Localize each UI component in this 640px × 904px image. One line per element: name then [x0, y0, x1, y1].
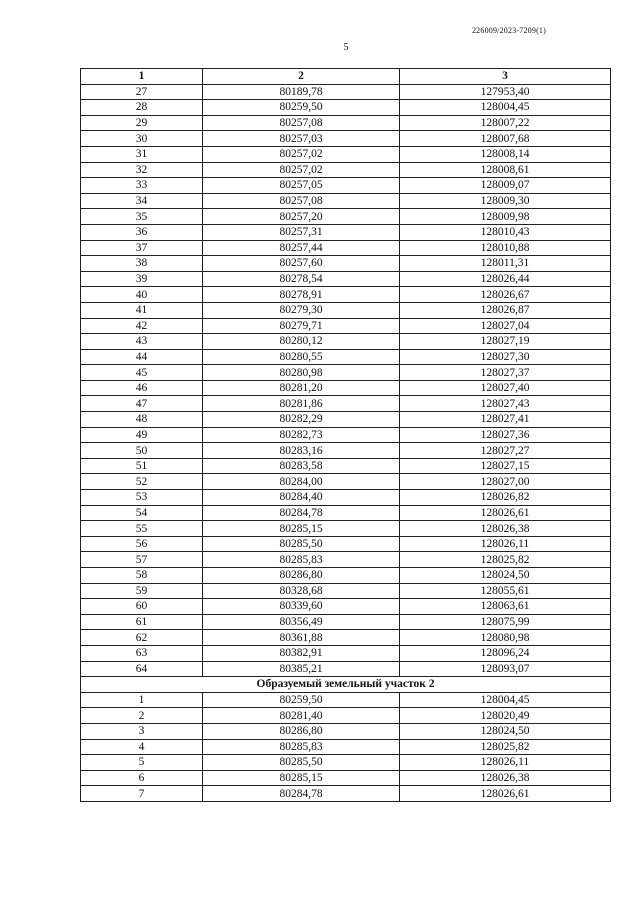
- x-coordinate-cell: 80382,91: [203, 645, 400, 661]
- x-coordinate-cell: 80257,08: [203, 115, 400, 131]
- column-header: 3: [400, 69, 611, 85]
- x-coordinate-cell: 80257,31: [203, 224, 400, 240]
- point-number-cell: 59: [81, 583, 203, 599]
- y-coordinate-cell: 128026,38: [400, 770, 611, 786]
- y-coordinate-cell: 128008,14: [400, 146, 611, 162]
- y-coordinate-cell: 128027,41: [400, 412, 611, 428]
- x-coordinate-cell: 80257,05: [203, 178, 400, 194]
- y-coordinate-cell: 128007,22: [400, 115, 611, 131]
- x-coordinate-cell: 80280,98: [203, 365, 400, 381]
- y-coordinate-cell: 128024,50: [400, 568, 611, 584]
- table-row: [81, 131, 611, 147]
- point-number-cell: 37: [81, 240, 203, 256]
- x-coordinate-cell: 80279,71: [203, 318, 400, 334]
- x-coordinate-cell: 80280,55: [203, 349, 400, 365]
- table-row: [81, 396, 611, 412]
- x-coordinate-cell: 80281,40: [203, 708, 400, 724]
- point-number-cell: 29: [81, 115, 203, 131]
- table-row: [81, 490, 611, 506]
- y-coordinate-cell: 128009,98: [400, 209, 611, 225]
- table-row: [81, 412, 611, 428]
- table-row: [81, 178, 611, 194]
- y-coordinate-cell: 128026,61: [400, 505, 611, 521]
- y-coordinate-cell: 128027,43: [400, 396, 611, 412]
- y-coordinate-cell: 128027,37: [400, 365, 611, 381]
- x-coordinate-cell: 80257,60: [203, 256, 400, 272]
- table-row: [81, 100, 611, 116]
- column-header: 1: [81, 69, 203, 85]
- table-row: [81, 458, 611, 474]
- y-coordinate-cell: 128011,31: [400, 256, 611, 272]
- table-row: [81, 193, 611, 209]
- point-number-cell: 35: [81, 209, 203, 225]
- table-row: [81, 302, 611, 318]
- x-coordinate-cell: 80284,78: [203, 786, 400, 802]
- point-number-cell: 4: [81, 739, 203, 755]
- point-number-cell: 49: [81, 427, 203, 443]
- y-coordinate-cell: 128024,50: [400, 723, 611, 739]
- x-coordinate-cell: 80282,29: [203, 412, 400, 428]
- x-coordinate-cell: 80283,16: [203, 443, 400, 459]
- point-number-cell: 2: [81, 708, 203, 724]
- y-coordinate-cell: 128075,99: [400, 614, 611, 630]
- point-number-cell: 55: [81, 521, 203, 537]
- table-row: [81, 599, 611, 615]
- point-number-cell: 60: [81, 599, 203, 615]
- x-coordinate-cell: 80257,08: [203, 193, 400, 209]
- y-coordinate-cell: 128093,07: [400, 661, 611, 677]
- x-coordinate-cell: 80285,50: [203, 755, 400, 771]
- table-row: [81, 427, 611, 443]
- point-number-cell: 33: [81, 178, 203, 194]
- x-coordinate-cell: 80281,20: [203, 380, 400, 396]
- x-coordinate-cell: 80281,86: [203, 396, 400, 412]
- y-coordinate-cell: 128027,15: [400, 458, 611, 474]
- x-coordinate-cell: 80286,80: [203, 723, 400, 739]
- y-coordinate-cell: 128027,04: [400, 318, 611, 334]
- table-row: [81, 84, 611, 100]
- point-number-cell: 39: [81, 271, 203, 287]
- point-number-cell: 6: [81, 770, 203, 786]
- x-coordinate-cell: 80282,73: [203, 427, 400, 443]
- table-row: [81, 443, 611, 459]
- x-coordinate-cell: 80189,78: [203, 84, 400, 100]
- point-number-cell: 58: [81, 568, 203, 584]
- table-row: [81, 209, 611, 225]
- x-coordinate-cell: 80284,40: [203, 490, 400, 506]
- table-row: [81, 739, 611, 755]
- x-coordinate-cell: 80285,15: [203, 521, 400, 537]
- table-row: [81, 583, 611, 599]
- point-number-cell: 7: [81, 786, 203, 802]
- table-row: [81, 568, 611, 584]
- x-coordinate-cell: 80278,91: [203, 287, 400, 303]
- point-number-cell: 3: [81, 723, 203, 739]
- point-number-cell: 56: [81, 536, 203, 552]
- point-number-cell: 46: [81, 380, 203, 396]
- table-row: [81, 614, 611, 630]
- table-row: [81, 645, 611, 661]
- table-row: [81, 552, 611, 568]
- y-coordinate-cell: 128026,61: [400, 786, 611, 802]
- point-number-cell: 57: [81, 552, 203, 568]
- x-coordinate-cell: 80356,49: [203, 614, 400, 630]
- point-number-cell: 62: [81, 630, 203, 646]
- point-number-cell: 42: [81, 318, 203, 334]
- y-coordinate-cell: 128026,87: [400, 302, 611, 318]
- y-coordinate-cell: 128026,11: [400, 536, 611, 552]
- table-row: [81, 770, 611, 786]
- x-coordinate-cell: 80257,44: [203, 240, 400, 256]
- x-coordinate-cell: 80280,12: [203, 334, 400, 350]
- y-coordinate-cell: 128027,40: [400, 380, 611, 396]
- point-number-cell: 38: [81, 256, 203, 272]
- point-number-cell: 31: [81, 146, 203, 162]
- y-coordinate-cell: 128025,82: [400, 739, 611, 755]
- column-header: 2: [203, 69, 400, 85]
- point-number-cell: 53: [81, 490, 203, 506]
- table-row: [81, 474, 611, 490]
- x-coordinate-cell: 80361,88: [203, 630, 400, 646]
- x-coordinate-cell: 80285,50: [203, 536, 400, 552]
- y-coordinate-cell: 128025,82: [400, 552, 611, 568]
- point-number-cell: 32: [81, 162, 203, 178]
- table-row: [81, 380, 611, 396]
- page-number: 5: [343, 42, 349, 53]
- table-body: [81, 84, 611, 801]
- point-number-cell: 54: [81, 505, 203, 521]
- y-coordinate-cell: 128010,88: [400, 240, 611, 256]
- point-number-cell: 36: [81, 224, 203, 240]
- point-number-cell: 61: [81, 614, 203, 630]
- table-row: [81, 271, 611, 287]
- y-coordinate-cell: 127953,40: [400, 84, 611, 100]
- y-coordinate-cell: 128055,61: [400, 583, 611, 599]
- point-number-cell: 40: [81, 287, 203, 303]
- y-coordinate-cell: 128004,45: [400, 692, 611, 708]
- section-header-row: [81, 677, 611, 693]
- table-row: [81, 318, 611, 334]
- point-number-cell: 52: [81, 474, 203, 490]
- table-row: [81, 146, 611, 162]
- x-coordinate-cell: 80285,15: [203, 770, 400, 786]
- table-row: [81, 240, 611, 256]
- x-coordinate-cell: 80339,60: [203, 599, 400, 615]
- table-row: [81, 723, 611, 739]
- y-coordinate-cell: 128027,36: [400, 427, 611, 443]
- table-row: [81, 224, 611, 240]
- x-coordinate-cell: 80328,68: [203, 583, 400, 599]
- point-number-cell: 64: [81, 661, 203, 677]
- table-row: [81, 786, 611, 802]
- table-row: [81, 630, 611, 646]
- x-coordinate-cell: 80286,80: [203, 568, 400, 584]
- y-coordinate-cell: 128026,67: [400, 287, 611, 303]
- y-coordinate-cell: 128007,68: [400, 131, 611, 147]
- y-coordinate-cell: 128027,00: [400, 474, 611, 490]
- point-number-cell: 63: [81, 645, 203, 661]
- x-coordinate-cell: 80257,02: [203, 146, 400, 162]
- x-coordinate-cell: 80385,21: [203, 661, 400, 677]
- table-header-row: [81, 69, 611, 85]
- table-row: [81, 755, 611, 771]
- x-coordinate-cell: 80284,00: [203, 474, 400, 490]
- point-number-cell: 50: [81, 443, 203, 459]
- x-coordinate-cell: 80257,03: [203, 131, 400, 147]
- table-row: [81, 661, 611, 677]
- point-number-cell: 28: [81, 100, 203, 116]
- point-number-cell: 51: [81, 458, 203, 474]
- document-number: 226009/2023-7209(1): [471, 26, 546, 35]
- y-coordinate-cell: 128026,11: [400, 755, 611, 771]
- section-title: Образуемый земельный участок 2: [81, 677, 611, 693]
- table-row: [81, 505, 611, 521]
- x-coordinate-cell: 80285,83: [203, 739, 400, 755]
- x-coordinate-cell: 80283,58: [203, 458, 400, 474]
- y-coordinate-cell: 128026,38: [400, 521, 611, 537]
- x-coordinate-cell: 80259,50: [203, 100, 400, 116]
- y-coordinate-cell: 128026,82: [400, 490, 611, 506]
- table-row: [81, 708, 611, 724]
- x-coordinate-cell: 80284,78: [203, 505, 400, 521]
- point-number-cell: 41: [81, 302, 203, 318]
- point-number-cell: 48: [81, 412, 203, 428]
- table-row: [81, 287, 611, 303]
- y-coordinate-cell: 128020,49: [400, 708, 611, 724]
- x-coordinate-cell: 80279,30: [203, 302, 400, 318]
- y-coordinate-cell: 128080,98: [400, 630, 611, 646]
- table-row: [81, 365, 611, 381]
- table-row: [81, 536, 611, 552]
- x-coordinate-cell: 80257,02: [203, 162, 400, 178]
- point-number-cell: 34: [81, 193, 203, 209]
- x-coordinate-cell: 80259,50: [203, 692, 400, 708]
- table-row: [81, 115, 611, 131]
- y-coordinate-cell: 128027,30: [400, 349, 611, 365]
- table-row: [81, 349, 611, 365]
- point-number-cell: 5: [81, 755, 203, 771]
- point-number-cell: 45: [81, 365, 203, 381]
- coordinates-table: [80, 68, 611, 802]
- table-row: [81, 692, 611, 708]
- y-coordinate-cell: 128027,27: [400, 443, 611, 459]
- y-coordinate-cell: 128063,61: [400, 599, 611, 615]
- point-number-cell: 27: [81, 84, 203, 100]
- y-coordinate-cell: 128009,07: [400, 178, 611, 194]
- y-coordinate-cell: 128096,24: [400, 645, 611, 661]
- y-coordinate-cell: 128008,61: [400, 162, 611, 178]
- table-row: [81, 521, 611, 537]
- y-coordinate-cell: 128026,44: [400, 271, 611, 287]
- y-coordinate-cell: 128009,30: [400, 193, 611, 209]
- point-number-cell: 1: [81, 692, 203, 708]
- y-coordinate-cell: 128027,19: [400, 334, 611, 350]
- point-number-cell: 47: [81, 396, 203, 412]
- point-number-cell: 30: [81, 131, 203, 147]
- x-coordinate-cell: 80257,20: [203, 209, 400, 225]
- table-row: [81, 334, 611, 350]
- x-coordinate-cell: 80278,54: [203, 271, 400, 287]
- y-coordinate-cell: 128010,43: [400, 224, 611, 240]
- y-coordinate-cell: 128004,45: [400, 100, 611, 116]
- point-number-cell: 43: [81, 334, 203, 350]
- table-row: [81, 256, 611, 272]
- x-coordinate-cell: 80285,83: [203, 552, 400, 568]
- point-number-cell: 44: [81, 349, 203, 365]
- table-row: [81, 162, 611, 178]
